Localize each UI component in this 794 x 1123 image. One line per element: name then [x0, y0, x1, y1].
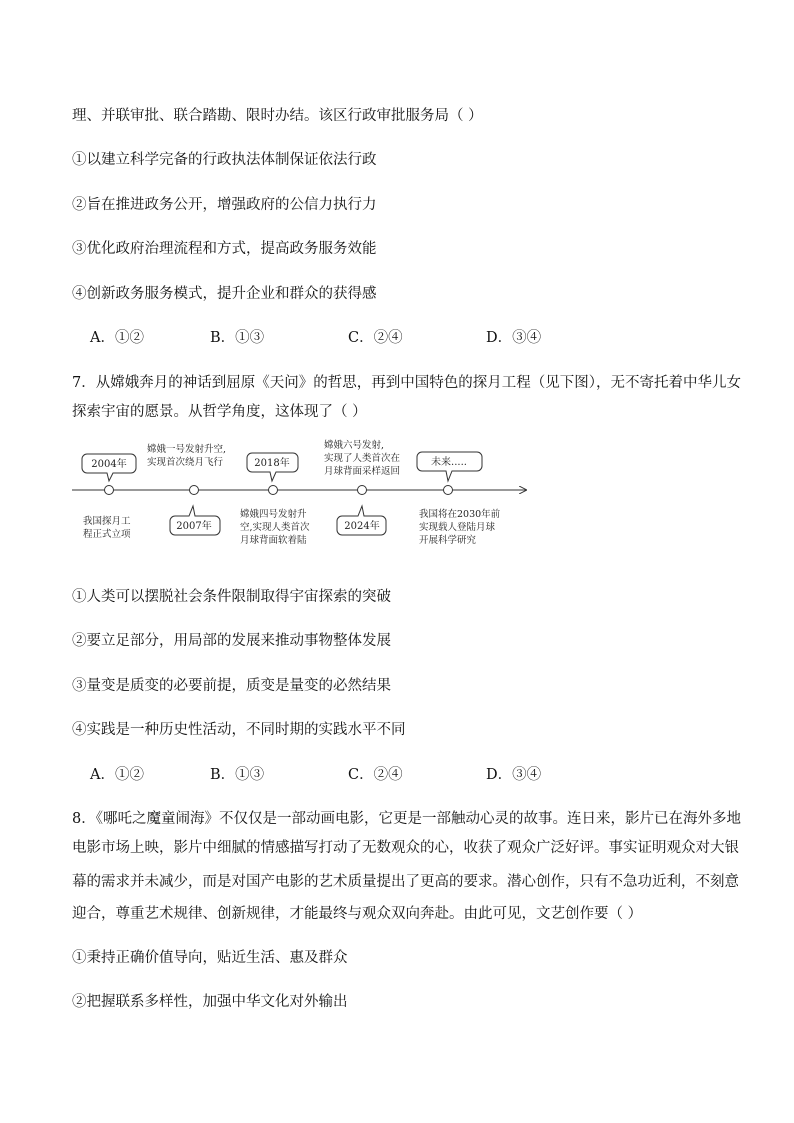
event-change1-line-1: 嫦娥一号发射升空,: [147, 444, 227, 455]
q6-option-b: B．①③: [210, 330, 265, 346]
q6-item-3: ③优化政府治理流程和方式，提高政务服务效能: [72, 241, 377, 257]
milestone-2024: [358, 486, 367, 495]
q8-stem-line-3: 幕的需求并未减少，而是对国产电影的艺术质量提出了更高的要求。潜心创作，只有不急功近利，不刻意: [72, 874, 739, 890]
q6-item-1: ①以建立科学完备的行政执法体制保证依法行政: [72, 152, 377, 168]
q6-option-d: D．③④: [486, 330, 542, 346]
event-2030-line-2: 实现载人登陆月球: [419, 522, 496, 533]
callout-future-label: 未来.....: [431, 457, 467, 468]
milestone-2018: [269, 486, 278, 495]
q7-item-4: ④实践是一种历史性活动，不同时期的实践水平不同: [72, 722, 406, 738]
milestone-2004: [105, 486, 114, 495]
q6-item-4: ④创新政务服务模式，提升企业和群众的获得感: [72, 286, 377, 302]
event-change6-line-3: 月球背面采样返回: [324, 466, 401, 477]
event-change6-line-2: 实现了人类首次在: [324, 453, 401, 464]
q6-stem-tail: 理、并联审批、联合踏勘、限时办结。该区行政审批服务局（ ）: [72, 108, 483, 124]
q8-stem-line-4: 迎合，尊重艺术规律、创新规律，才能最终与观众双向奔赴。由此可见，文艺创作要（ ）: [72, 906, 643, 922]
callout-2004-label: 2004年: [91, 459, 127, 470]
q7-item-3: ③量变是质变的必要前提，质变是量变的必然结果: [72, 678, 391, 694]
q7-stem-line-2: 探索宇宙的愿景。从哲学角度，这体现了（ ）: [72, 404, 367, 420]
q8-item-2: ②把握联系多样性，加强中华文化对外输出: [72, 994, 348, 1010]
q7-item-1: ①人类可以摆脱社会条件限制取得宇宙探索的突破: [72, 589, 391, 605]
event-change4-line-3: 月球背面软着陆: [240, 535, 307, 546]
milestone-2007: [190, 486, 199, 495]
event-project-line-1: 我国探月工: [83, 516, 131, 527]
q8-stem-line-2: 电影市场上映，影片中细腻的情感描写打动了无数观众的心，收获了观众广泛好评。事实证明观众对大银: [72, 840, 739, 856]
q7-option-d: D．③④: [486, 767, 542, 783]
q6-item-2: ②旨在推进政务公开，增强政府的公信力执行力: [72, 197, 377, 213]
milestone-future: [444, 486, 453, 495]
q6-option-c: C．②④: [348, 330, 403, 346]
q6-option-a: A．①②: [90, 330, 144, 346]
q7-option-a: A．①②: [90, 767, 144, 783]
q8-item-1: ①秉持正确价值导向，贴近生活、惠及群众: [72, 950, 348, 966]
moon-exploration-timeline: [70, 436, 540, 556]
event-2030-line-1: 我国将在2030年前: [419, 509, 501, 520]
q7-option-b: B．①③: [210, 767, 265, 783]
callout-2018-label: 2018年: [254, 458, 290, 469]
event-change6-line-1: 嫦娥六号发射,: [324, 440, 385, 451]
event-2030-line-3: 开展科学研究: [419, 535, 477, 546]
event-change4-line-1: 嫦娥四号发射升: [240, 509, 307, 520]
event-project-line-2: 程正式立项: [83, 529, 131, 540]
event-change1-line-2: 实现首次绕月飞行: [147, 457, 224, 468]
q7-option-c: C．②④: [348, 767, 403, 783]
q8-stem-line-1: 8．《哪吒之魔童闹海》不仅仅是一部动画电影，它更是一部触动心灵的故事。连日来，影片已在海外多地: [72, 811, 741, 827]
q7-item-2: ②要立足部分，用局部的发展来推动事物整体发展: [72, 633, 391, 649]
q7-stem-line-1: 7．从嫦娥奔月的神话到屈原《天问》的哲思，再到中国特色的探月工程（见下图），无不寄托着中华儿女: [72, 375, 741, 391]
callout-2024-label: 2024年: [344, 521, 380, 532]
callout-2007-label: 2007年: [176, 521, 212, 532]
event-change4-line-2: 空,实现人类首次: [240, 522, 310, 533]
